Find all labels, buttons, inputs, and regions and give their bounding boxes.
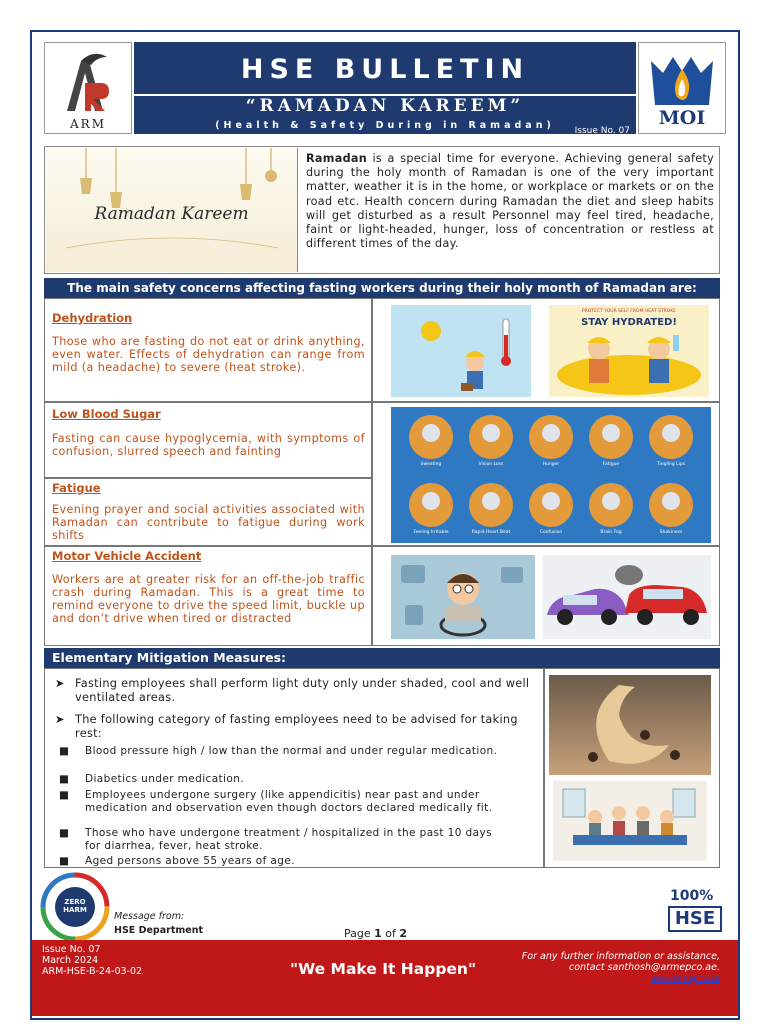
iftar-family-image	[553, 781, 707, 861]
footer-date: March 2024	[42, 955, 99, 966]
intro-paragraph	[306, 152, 714, 251]
bullet-icon: ■	[59, 855, 70, 867]
distracted-driver-image	[391, 555, 535, 639]
hazard-title-fatigue: Fatigue	[52, 481, 101, 495]
crescent-moon-image	[549, 675, 711, 775]
intro-lead-word: Ramadan	[306, 152, 367, 165]
hazard-title-low-blood-sugar: Low Blood Sugar	[52, 407, 161, 421]
hazard-images-dehydration	[372, 298, 720, 402]
page-current: 1	[374, 927, 382, 940]
symptom-label: Hunger	[542, 462, 560, 467]
message-from-sender: HSE Department	[114, 925, 204, 936]
hse-percent: 100%	[670, 888, 714, 904]
footer-slogan: "We Make It Happen"	[290, 960, 477, 978]
bullet-icon: ■	[59, 745, 70, 757]
bulletin-title: HSE BULLETIN	[240, 54, 530, 85]
hazard-images-motor-vehicle	[372, 546, 720, 646]
ramadan-kareem-image	[46, 148, 298, 272]
footer-issue: Issue No. 07	[42, 944, 101, 955]
bulletin-subtitle: “RAMADAN KAREEM”	[245, 96, 525, 116]
page-total: 2	[399, 927, 408, 940]
hse-100-badge	[666, 888, 726, 938]
heat-worker-image	[391, 305, 531, 397]
hazard-text-motor-vehicle-accident: Workers are at greater risk for an off-the-job traffic crash during Ramadan. This is a great time to remind everyone to drive the speed limit, buckle up and don’t drive when tired or distracted	[52, 573, 365, 625]
bullet-icon: ■	[59, 773, 70, 785]
arm-logo	[44, 42, 132, 134]
arm-logo-text: ARM	[70, 117, 106, 131]
bullet-icon: ■	[59, 827, 70, 839]
intro-body: is a special time for everyone. Achieving general safety during the holy month of Ramadan is one of the very important matter, weather it is in the home, or workplace or markets or on the road etc. Health concern during Ramadan the diet and sleep habits will get disturbed as a result Personnel may feel tired, headache, faint or light-headed, hunger, loss of concentration or restless at different times of the day.	[306, 152, 714, 251]
moi-logo-text: MOI	[658, 107, 706, 129]
symptom-label: Shakiness	[659, 530, 683, 535]
footer-contact-line: contact santhosh@armepco.ae.	[569, 962, 720, 973]
hazard-cell-low-blood-sugar	[44, 402, 372, 478]
bulletin-tagline: (Health & Safety During in Ramadan)	[215, 120, 555, 131]
car-crash-image	[543, 555, 711, 639]
page-of: of	[381, 927, 400, 940]
rest-category: Employees undergone surgery (like appendicitis) near past and under medication and observation even though doctors declared medically fit.	[85, 789, 493, 814]
mitigation-heading: Elementary Mitigation Measures:	[44, 648, 720, 668]
mitigation-list	[44, 668, 544, 868]
hydration-poster-title: STAY HYDRATED!	[581, 317, 677, 328]
rest-category: Those who have undergone treatment / hospitalized in the past 10 days for diarrhea, fever, heat stroke.	[85, 827, 492, 852]
hazard-cell-fatigue	[44, 478, 372, 546]
stay-hydrated-image	[549, 305, 709, 397]
arrow-icon: ➤	[55, 713, 65, 726]
footer-website-link[interactable]: www.armepco.ae	[650, 974, 720, 983]
page-indicator	[344, 927, 407, 940]
symptom-label: Sweating	[420, 462, 442, 467]
rest-category: Aged persons above 55 years of age.	[85, 855, 295, 867]
hazard-text-dehydration: Those who are fasting do not eat or drink anything, even water. Effects of dehydration can range from mild (a headache) to severe (heat stroke).	[52, 335, 365, 374]
symptom-label: Feeling Irritable	[413, 530, 449, 535]
concerns-heading: The main safety concerns affecting fasting workers during their holy month of Ramadan are:	[44, 278, 720, 298]
rest-category: Diabetics under medication.	[85, 773, 244, 785]
moi-logo	[638, 42, 726, 134]
ramadan-kareem-caption: Ramadan Kareem	[94, 204, 249, 224]
mitigation-point: The following category of fasting employees need to be advised for taking rest:	[75, 713, 518, 740]
symptom-label: Fatigue	[602, 462, 620, 467]
hazard-text-low-blood-sugar: Fasting can cause hypoglycemia, with symptoms of confusion, slurred speech and fainting	[52, 432, 365, 458]
footer-contact-line: For any further information or assistance,	[521, 951, 720, 962]
footer-contact	[522, 951, 720, 973]
zero-harm-text	[40, 898, 110, 914]
symptom-label: Tingling Lips	[656, 462, 686, 467]
issue-number: Issue No. 07	[574, 126, 630, 136]
hazard-cell-dehydration	[44, 298, 372, 402]
hypoglycemia-symptoms-panel	[372, 402, 720, 546]
symptom-label: Rapid Heart Beat	[471, 530, 511, 535]
mitigation-images	[544, 668, 720, 868]
badge-line: ZERO	[64, 898, 86, 906]
mitigation-point: Fasting employees shall perform light duty only under shaded, cool and well ventilated areas.	[75, 677, 530, 704]
hse-word: HSE	[668, 906, 722, 932]
footer-issue-info	[42, 944, 142, 977]
hydration-poster-top: PROTECT YOUR SELF FROM HEAT STROKE	[581, 309, 677, 314]
symptom-label: Vision Loss	[478, 462, 504, 467]
hazard-title-dehydration: Dehydration	[52, 311, 133, 325]
hazard-title-motor-vehicle-accident: Motor Vehicle Accident	[52, 549, 202, 563]
symptom-label: Confusion	[539, 530, 563, 535]
hazard-text-fatigue: Evening prayer and social activities associated with Ramadan can contribute to fatigue during work shifts	[52, 503, 365, 542]
page-prefix: Page	[344, 927, 375, 940]
symptoms-chart	[391, 407, 711, 543]
zero-harm-badge	[40, 872, 110, 942]
message-from-label: Message from:	[114, 911, 185, 922]
bullet-icon: ■	[59, 789, 70, 801]
symptom-label: Brain Fog	[600, 530, 622, 535]
badge-line: HARM	[63, 906, 87, 914]
rest-category: Blood pressure high / low than the normal and under regular medication.	[85, 745, 498, 757]
arrow-icon: ➤	[55, 677, 65, 690]
footer-code: ARM-HSE-B-24-03-02	[42, 966, 143, 977]
hazard-cell-motor-vehicle-accident	[44, 546, 372, 646]
